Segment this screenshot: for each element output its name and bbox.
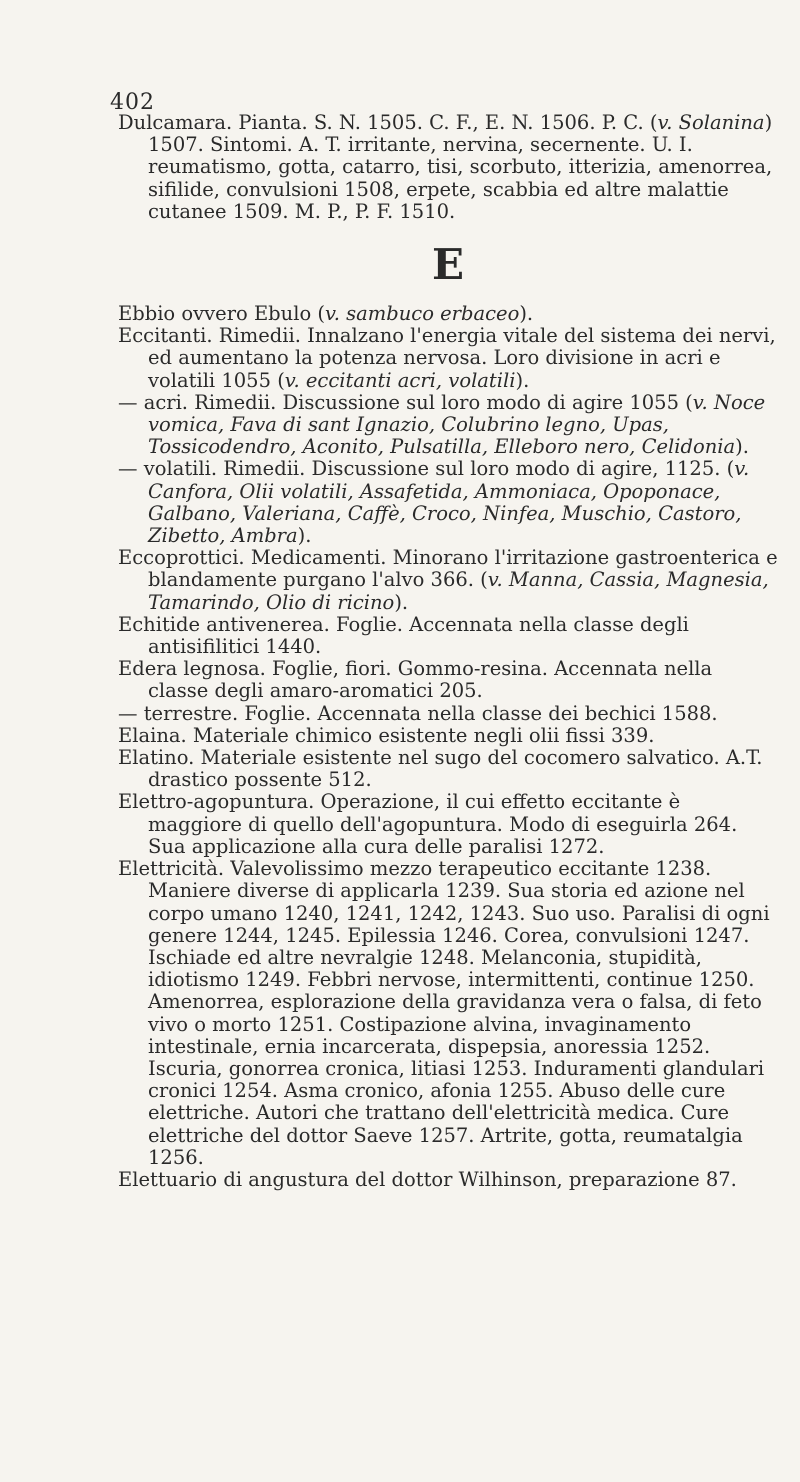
entry-ebbio: Ebbio ovvero Ebulo (v. sambuco erbaceo). — [118, 302, 534, 326]
entry-echitide: Echitide antivenerea. Foglie. Accennata nella classe degli antisifilitici 1440. — [118, 612, 689, 659]
entry-elatino: Elatino. Materiale esistente nel sugo del cocomero salvatico. A.T. drastico possente 512. — [118, 746, 763, 792]
entry-eccitanti-acri: — acri. Rimedii. Discussione sul loro modo di agire 1055 (v. Noce vomica, Fava di sant Ignazio, Colubrino legno, Upas, Tossicodendro, Aconito, Pulsatilla, Elleboro nero, Celidonia). — [118, 390, 766, 459]
entry-dulcamara: Dulcamara. Pianta. S. N. 1505. C. F., E. N. 1506. P. C. (v. Solanina) 1507. Sintomi. A. T. irritante, nervina, secernente. U. I. reumatismo, gotta, catarro, tisi, scorbuto, itterizia, amenorrea, sifilide, convulsioni 1508, erpete, scabbia ed altre malattie cutanee 1509. M. P., P. F. 1510. — [118, 111, 773, 223]
entry-eccitanti-volatili: — volatili. Rimedii. Discussione sul loro modo di agire, 1125. (v. Canfora, Olii volatili, Assafetida, Ammoniaca, Opoponace, Galbano, Valeriana, Caffè, Croco, Ninfea, Muschio, Castoro, Zibetto, Ambra). — [118, 457, 750, 548]
entry-elettro-agopuntura: Elettro-agopuntura. Operazione, il cui effetto eccitante è maggiore di quello dell'agopuntura. Modo di eseguirla 264. Sua applicazione alla cura delle paralisi 1272. — [118, 790, 738, 858]
entry-eccitanti: Eccitanti. Rimedii. Innalzano l'energia vitale del sistema dei nervi, ed aumentano la potenza nervosa. Loro divisione in acri e volatili 1055 (v. eccitanti acri, volatili). — [118, 324, 776, 392]
entry-elettricita: Elettricità. Valevolissimo mezzo terapeutico eccitante 1238. Maniere diverse di applicarla 1239. Sua storia ed azione nel corpo umano 1240, 1241, 1242, 1243. Suo uso. Paralisi di ogni genere 1244, 1245. Epilessia 1246. Corea, convulsioni 1247. Ischiade ed altre nevralgie 1248. Melanconia, stupidità, idiotismo 1249. Febbri nervose, intermittenti, continue 1250. Amenorrea, esplorazione della gravidanza vera o falsa, di feto vivo o morto 1251. Costipazione alvina, invaginamento intestinale, ernia incarcerata, dispepsia, anoressia 1252. Iscuria, gonorrea cronica, litiasi 1253. Induramenti glandulari cronici 1254. Asma cronico, afonia 1255. Abuso delle cure elettriche. Autori che trattano dell'elettricità medica. Cure elettriche del dottor Saeve 1257. Artrite, gotta, reumatalgia 1256. — [118, 857, 770, 1169]
entry-edera-legnosa: Edera legnosa. Foglie, fiori. Gommo-resina. Accennata nella classe degli amaro-aromatici 205. — [118, 657, 713, 703]
index-text — [118, 112, 778, 1191]
entry-eccoprottici: Eccoprottici. Medicamenti. Minorano l'irritazione gastroenterica e blandamente purgano l'alvo 366. (v. Manna, Cassia, Magnesia, Tamarindo, Olio di ricino). — [118, 546, 778, 614]
entry-elaina: Elaina. Materiale chimico esistente negli olii fissi 339. — [118, 723, 655, 747]
section-letter: E — [431, 240, 464, 290]
entry-elettuario: Elettuario di angustura del dottor Wilhinson, preparazione 87. — [118, 1167, 737, 1191]
page-number: 402 — [110, 90, 155, 115]
entry-edera-terrestre: — terrestre. Foglie. Accennata nella classe dei bechici 1588. — [118, 701, 718, 725]
